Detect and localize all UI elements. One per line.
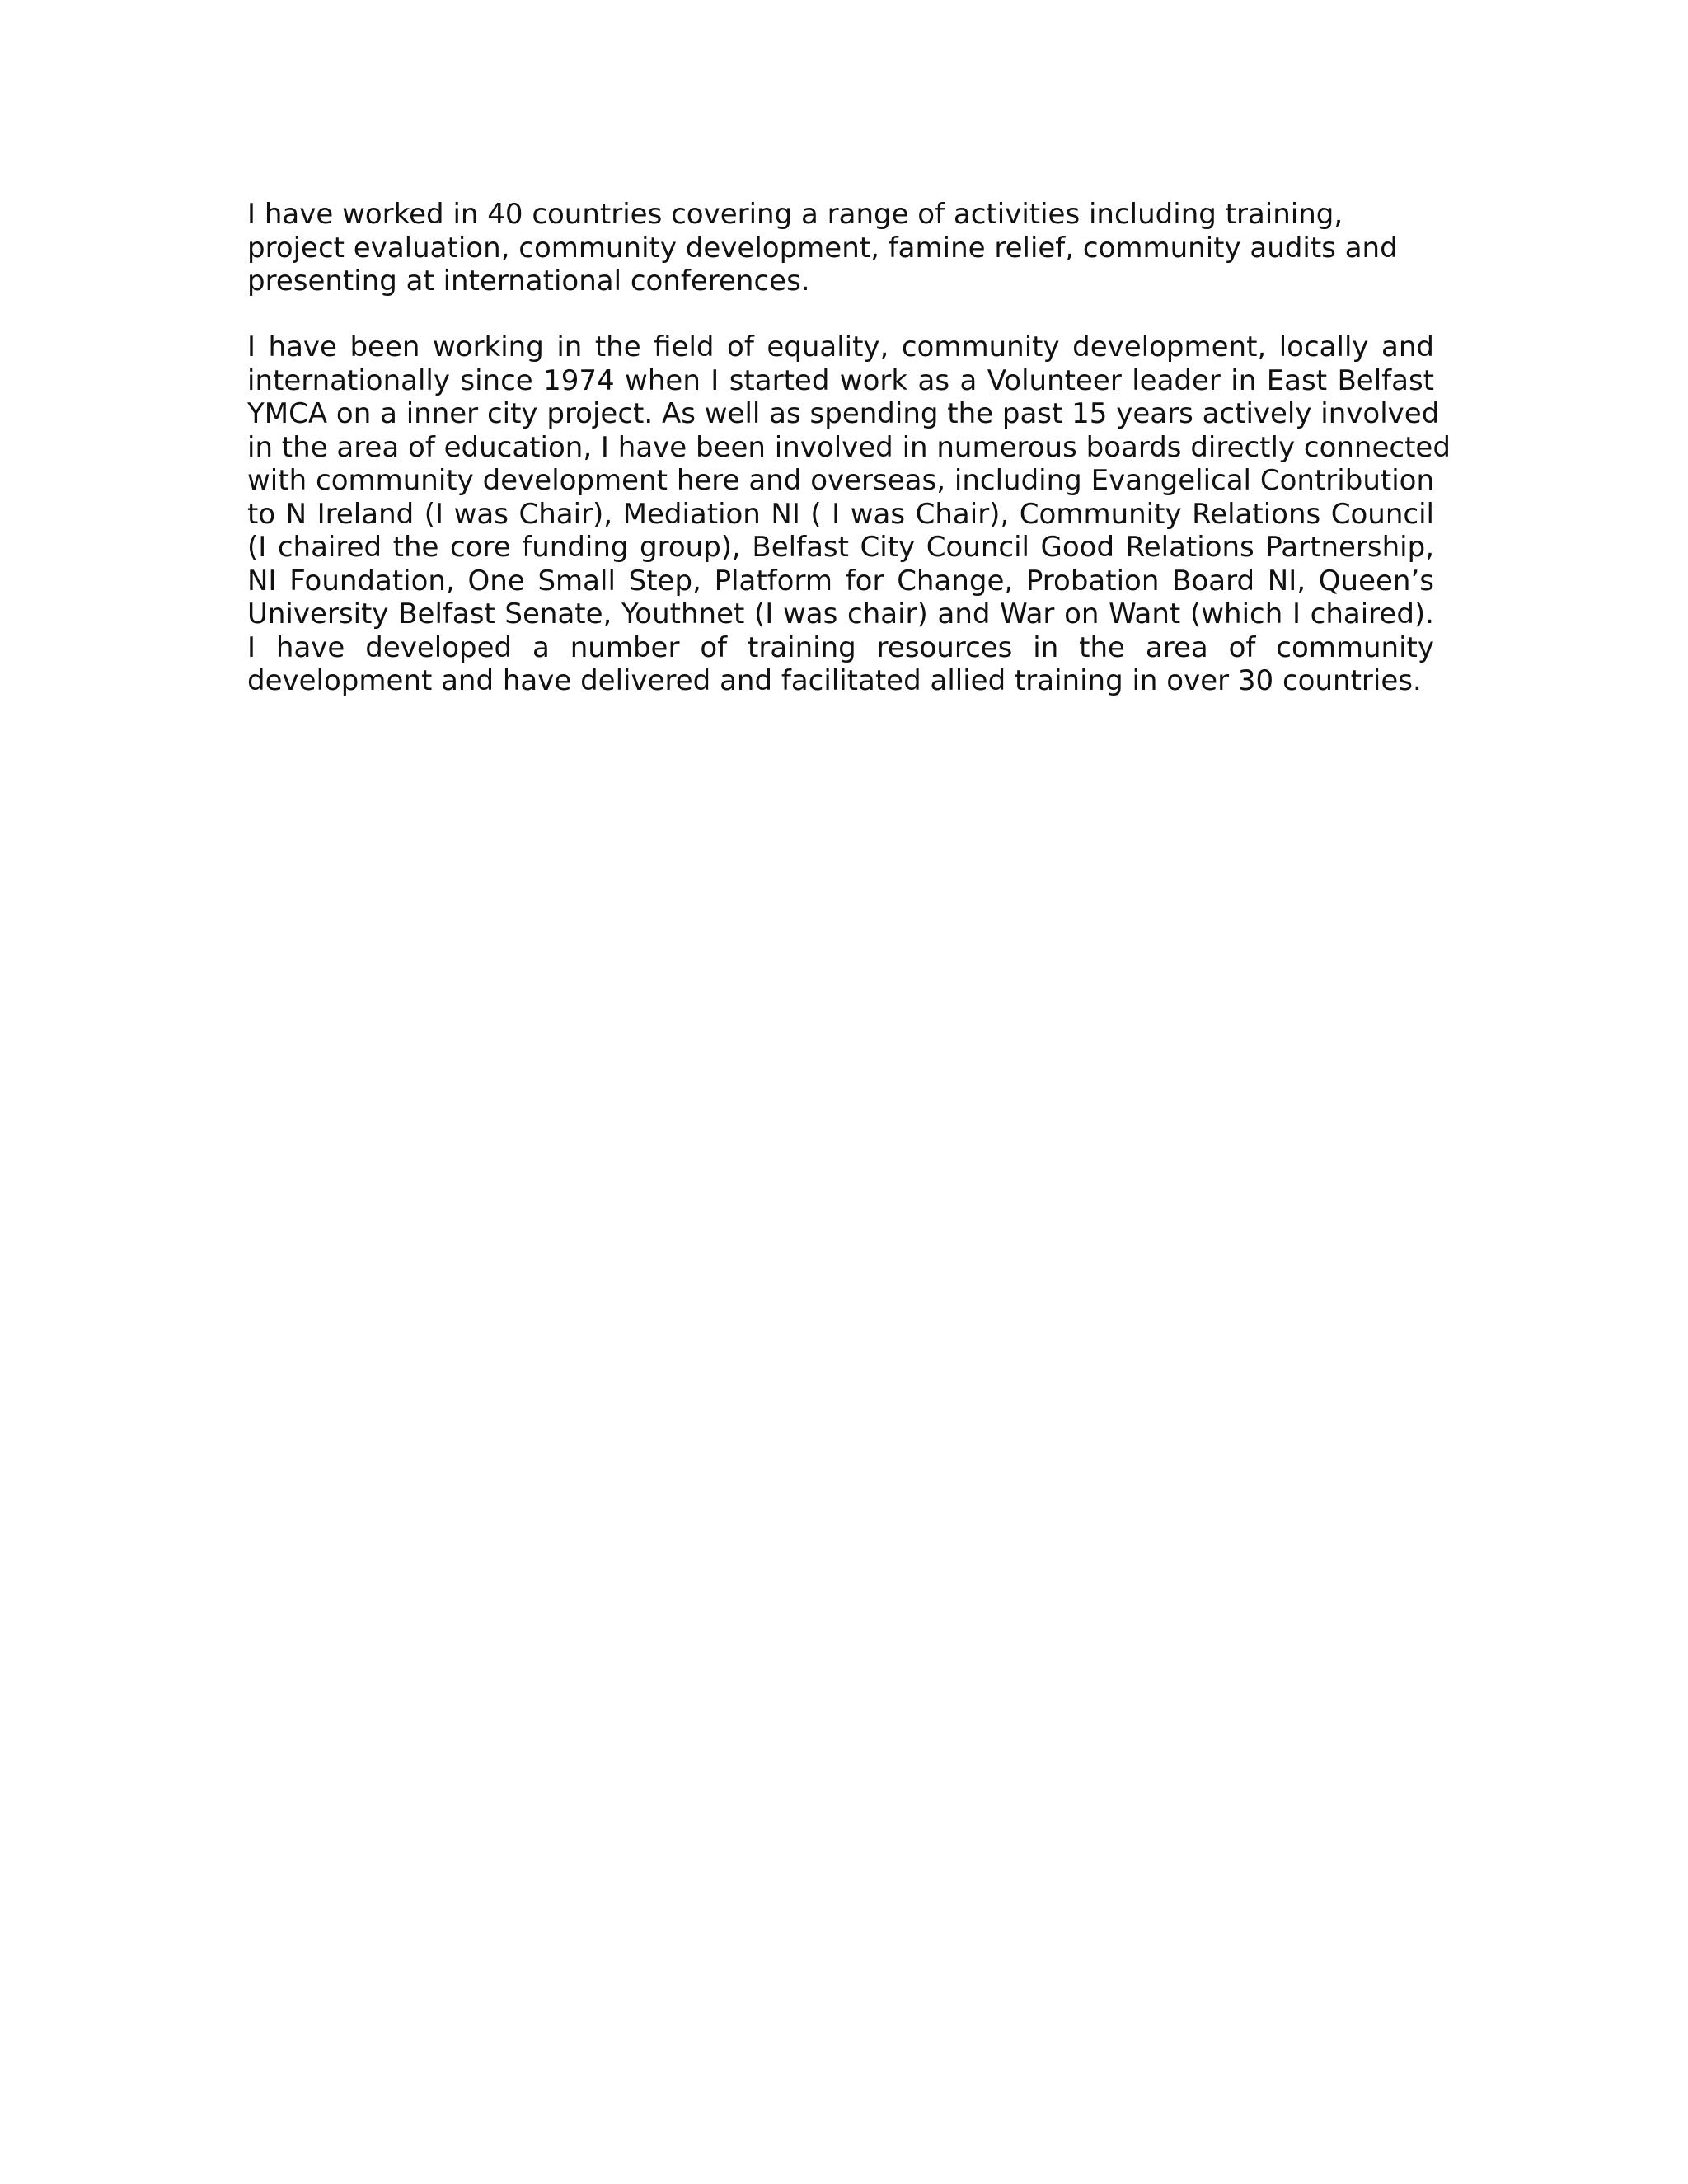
text-line: (I chaired the core funding group), Belfast City Council Good Relations Partnership, bbox=[247, 531, 1434, 564]
text-line: University Belfast Senate, Youthnet (I was chair) and War on Want (which I chaired). bbox=[247, 598, 1434, 630]
paragraph-international-work bbox=[247, 198, 1434, 298]
text-line: to N Ireland (I was Chair), Mediation NI ( I was Chair), Community Relations Council bbox=[247, 497, 1434, 531]
text-line: NI Foundation, One Small Step, Platform for Change, Probation Board NI, Queen’s bbox=[247, 564, 1434, 598]
text-line: project evaluation, community development, famine relief, community audits and bbox=[247, 231, 1398, 265]
text-line: I have developed a number of training resources in the area of community bbox=[247, 630, 1434, 664]
text-line: YMCA on a inner city project. As well as spending the past 15 years actively involved bbox=[247, 397, 1440, 430]
text-line: with community development here and overseas, including Evangelical Contribution bbox=[247, 464, 1434, 497]
text-line: presenting at international conferences. bbox=[247, 265, 810, 298]
text-line: in the area of education, I have been involved in numerous boards directly connected bbox=[247, 430, 1451, 464]
paragraph-community-development bbox=[247, 330, 1451, 698]
text-line: development and have delivered and facilitated allied training in over 30 countries. bbox=[247, 664, 1422, 697]
text-line: I have been working in the field of equality, community development, locally and bbox=[247, 330, 1434, 363]
text-line: I have worked in 40 countries covering a range of activities including training, bbox=[247, 198, 1343, 231]
text-line: internationally since 1974 when I started work as a Volunteer leader in East Belfast bbox=[247, 363, 1434, 397]
